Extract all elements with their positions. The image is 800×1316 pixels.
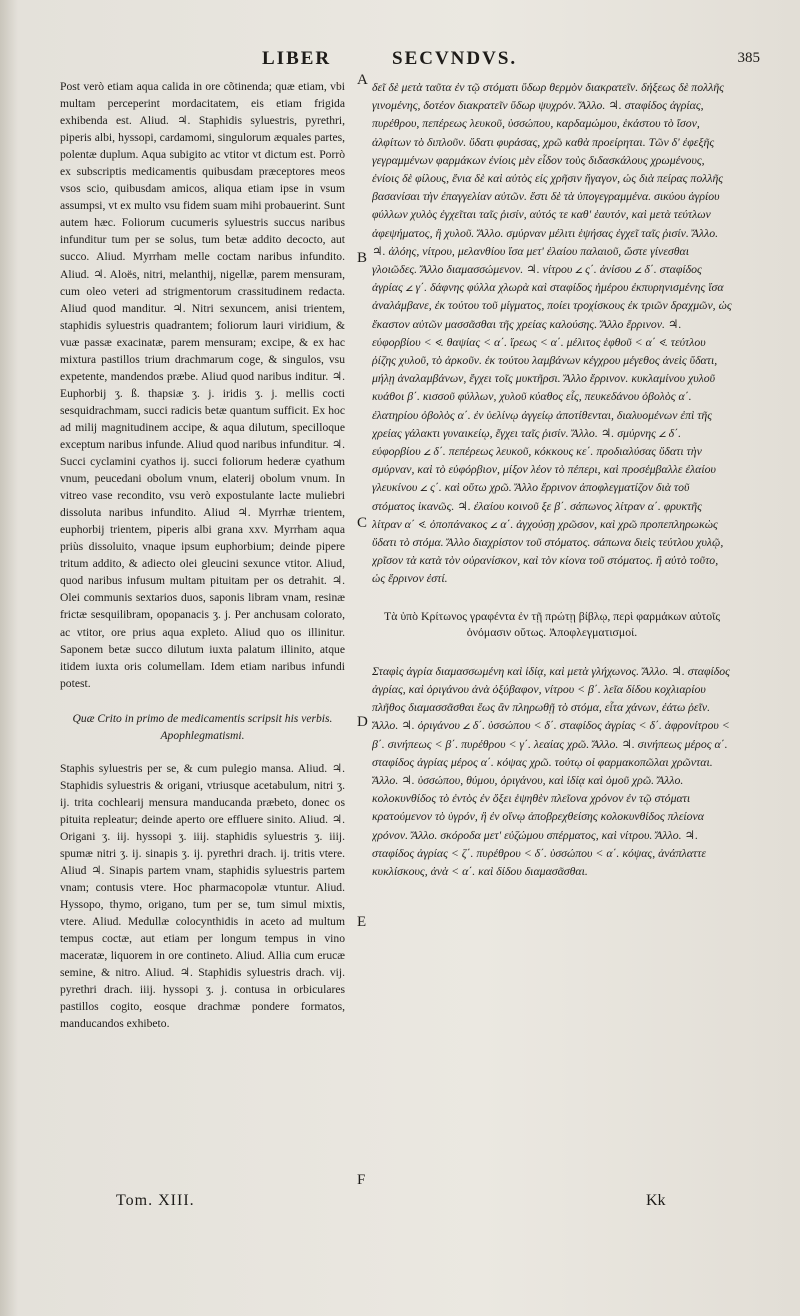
margin-letter-e: E — [357, 914, 367, 930]
greek-paragraph-1: δεῖ δὲ μετὰ ταῦτα ἐν τῷ στόματι ὕδωρ θερμὸν διακρατεῖν. δήξεως δὲ πολλῆς γινομένης, δοτέον διακρατεῖν ὕδωρ ψυχρόν. Ἄλλο. ♃. σταφίδος ἀγρίας, πυρέθρου, πεπέρεως λευκοῦ, ὑσσώπου, καρδαμώμου, ἑκάστου τὸ ἴσον, ἀλφίτων τὸ διπλοῦν. ὕδατι φυράσας, χρῶ καθὰ προείρηται. Τῶν δ' ἐφεξῆς γεγραμμένων φαρμάκων ἐνίοις μὲν εἶδον τοὺς διδασκάλους χρωμένους, ἐνίοις δὲ φίλους, ἔνια δὲ καὶ αὐτὸς εἰς χρῆσιν ἤγαγον, ὡς διὰ πείρας πολλῆς βασανίσαι τὴν ἐπαγγελίαν αὐτῶν. ἔστι δὲ τὰ ὑπογεγραμμένα. σικύου ἀγρίου φύλλων χυλὸς ἐγχεῖται ταῖς ῥισίν, αὐτός τε καθ' ἑαυτόν, καὶ μετὰ τεύτλων ἀφεψήματος, ἢ χυλοῦ. Ἄλλο. σμύρναν μέλιτι ἑψήσας ἐγχεῖ ταῖς ῥισίν. Ἄλλο. ♃. ἀλόης, νίτρου, μελανθίου ἴσα μετ' ἐλαίου παλαιοῦ, ὥστε γίνεσθαι γλοιῶδες. Ἄλλο διαμασσώμενον. ♃. νίτρου 𐅵 ς΄. ἀνίσου 𐅵 δ΄. σταφίδος ἀγρίας 𐅵 γ΄. δάφνης φύλλα χλωρὰ καὶ σταφίδος ἡμέρου ἐκπυρηνισμένης ἴσα ἀναλάμβανε, ἐκ τούτου τοῦ μίγματος, ποίει τροχίσκους ἐκ τριῶν δραχμῶν, ὡς ἕκαστον αὐτῶν μασσᾶσθαι τῆς χρείας καλούσης. Ἄλλο ἔρρινον. ♃. εὐφορβίου < 𐅻. θαψίας < α΄. ἴρεως < α΄. μέλιτος ἑφθοῦ < α΄ 𐅻. τεύτλου ῥίζης χυλοῦ, τὸ ἀρκοῦν. ἐκ τούτου λαμβάνων κέγχρου μέγεθος ἀνεὶς ὕδατι, μήλῃ ἀναλαμβάνων, ἔγχει τοῖς μυκτῆρσι. Ἄλλο ἔρρινον. κυκλαμίνου χυλοῦ κυάθοι β΄. κισσοῦ φύλλων, χυλοῦ κύαθος εἷς, πευκεδάνου ὀβολὸς α΄. ἐλατηρίου ὀβολὸς α΄. ἐν ὑελίνῳ ἀγγείῳ ἀποτίθενται, διαλυομένων ἐπὶ τῆς χρείας γάλακτι γυναικείῳ, ἔγχει ταῖς ῥισίν. Ἄλλο. ♃. σμύρνης 𐅵 δ΄. εὐφορβίου 𐅵 δ΄. πεπέρεως λευκοῦ, κόκκους κε΄. προδιαλύσας ὕδατι τὴν σμύρναν, καὶ τὸ εὐφόρβιον, μίξον λέον τὸ πέπερι, καὶ προσέμβαλλε ἐλαίου γλευκίνου 𐅵 ς΄. καὶ οὕτω χρῶ. Ἄλλο ἔρρινον ἀποφλεγματίζον διὰ τοῦ στόματος ἱκανῶς. ♃. ἐλαίου κοινοῦ ξε β΄. σάπωνος λίτραν α΄. φρυκτῆς λίτραν α΄ 𐅻. ὀποπάνακος 𐅵 α΄. ἀγχούσῃ χρῶσον, καὶ χρῶ προπεπληρωκὼς ὕδατι τὸ στόμα. Ἄλλο διαχρίστον τοῦ στόματος. σάπωνα διεὶς τεύτλου χυλῷ, χρῖσον τὰ κατὰ τὸν οὐρανίσκον, καὶ τὸν κίονα τοῦ στόματος. ἢ αὐτὸ τοῦτο, ὡς ἔρρινον ἐστί. — [372, 80, 732, 586]
greek-column — [372, 78, 732, 1198]
header-left-title: LIBER — [262, 48, 332, 69]
margin-letter-f: F — [357, 1172, 366, 1188]
latin-paragraph-2: Staphis syluestris per se, & cum pulegio mansa. Aliud. ♃. Staphidis syluestris & origani, vtriusque acetabulum, nitri ʒ. ij. trita cochlearij mensura manducanda præbeto, donec os pituita repleatur; deinde aperto ore effluere sinito. Aliud. ♃. Origani ʒ. iij. hyssopi ʒ. iiij. staphidis syluestris ʒ. iiij. spumæ nitri ʒ. ij. sinapis ʒ. ij. pyrethri drach. ij. tritis vtere. Aliud ♃. Sinapis partem vnam, staphidis syluestris partem vnam; contusis vtere. Hoc pharmacopolæ vtuntur. Aliud. Hyssopo, thymo, origano, tum per se, tum simul mixtis, vtere. Aliud. Medullæ colocynthidis in aceto ad multum tempus coctæ, aut etiam per longum tempus in vino maceratæ, liquorem in ore contineto. Aliud. Allia cum erucæ semine, & nitro. Aliud. ♃. Staphidis syluestris drach. vij. pyrethri drach. iiij. hyssopi ʒ. j. contusa in orbiculares pastillos cogito, eosque drachmæ pondere formatos, manducandos exhibeto. — [60, 761, 345, 1031]
margin-letter-d: D — [357, 714, 368, 730]
margin-letter-c: C — [357, 515, 368, 531]
greek-section-heading: Τὰ ὑπὸ Κρίτωνος γραφέντα ἐν τῇ πρώτῃ βίβλῳ, περὶ φαρμάκων αὐτοῖς ὀνόμασιν οὕτως. Ἀποφλεγματισμοί. — [384, 608, 720, 639]
header-right-title: SECVNDVS. — [392, 48, 518, 69]
margin-letter-a: A — [357, 72, 368, 88]
page-number: 385 — [737, 50, 760, 66]
running-header — [0, 42, 800, 72]
latin-paragraph-1: Post verò etiam aqua calida in ore cõtinenda; quæ etiam, vbi multam perceperint mordacitatem, eis etiam frigida exhibenda est. Aliud. ♃. Staphidis syluestris, pyrethri, piperis albi, hyssopi, cardamomi, singulorum æquales partes, polentæ duplum. Aqua subigito ac vtitor vt dictum est. Porrò ex subscriptis medicamentis quibusdam præceptores meos vsos scio, quibusdam amicos, aliqua etiam ipse in vsum assumpsi, vt ex multo vsu fidem suam mihi probauerint. Sunt autem hæc. Foliorum cucumeris syluestris succus naribus infunditur tum per se solus, tum betæ addito decocto, aut succo. Aliud. Myrrham melle coctam naribus infundito. Aliud. ♃. Aloës, nitri, melanthij, nigellæ, parem mensuram, cum oleo veteri ad strigmentorum crassitudinem redacta. Aliud quod manditur. ♃. Nitri sexuncem, anisi trientem, staphidis syluestris quadrantem; foliorum lauri viridium, & vuæ passæ exacinatæ, parem mensuram; excipe, & ex hac mixtura pastillos trium drachmarum coge, & singulos, vsu expetente, mandendos præbe. Aliud quod naribus inditur. ♃. Euphorbij ʒ. ß. thapsiæ ʒ. j. iridis ʒ. j. mellis cocti sesquidrachmam, succi radicis betæ quantum sufficit. Ex hoc ad milij magnitudinem accipe, & aqua dilutum, specilloque exceptum naribus infunde. Aliud quod naribus infunditur. ♃. Succi cyclamini cyathos ij. succi foliorum hederæ cyathum vnum, peucedani obolum vnum, elaterij obolum vnum. In vitreo vase recondito, vsu verò expostulante lacte muliebri dissoluta naribus infundito. Aliud ♃. Myrrhæ trientem, euphorbij trientem, piperis albi grana xxv. Myrrham aqua priùs dissoluito, vnaque ipsum euphorbium; deinde pipere tritum addito, & adiecto olei gleucini sexunce vtitor. Aliud, quod naribus infusum multam pituitam per os detrahit. ♃. Olei communis sextarios duos, saponis libram vnam, resinæ frictæ sesquilibram, opopanacis ʒ. j. Per anchusam colorato, ac vtitor, ore prius aqua expleto. Aliud quo os illinitur. Saponem betæ succo dilutum iuxta palatum illinito, atque itidem iuxta oris columellam. Idem etiam naribus infundi potest. — [60, 80, 345, 690]
greek-paragraph-2: Σταφὶς ἀγρία διαμασσωμένη καὶ ἰδίᾳ, καὶ μετὰ γλήχωνος. Ἄλλο. ♃. σταφίδος ἀγρίας, καὶ ὀριγάνου ἀνὰ ὀξύβαφον, νίτρου < β΄. λεῖα δίδου κοχλιαρίου πλῆθος διαμασσᾶσθαι ἕως ἂν πληρωθῇ τὸ στόμα, εἶτα χάνων, ἐάτω ῥεῖν. Ἄλλο. ♃. ὀριγάνου 𐅵 δ΄. ὑσσώπου < δ΄. σταφίδος ἀγρίας < δ΄. ἀφρονίτρου < β΄. σινήπεως < β΄. πυρέθρου < γ΄. λεαίας χρῶ. Ἄλλο. ♃. σινήπεως μέρος α΄. σταφίδος ἀγρίας μέρος α΄. κόψας χρῶ. τούτῳ οἱ φαρμακοπῶλαι χρῶνται. Ἄλλο. ♃. ὑσσώπου, θύμου, ὀριγάνου, καὶ ἰδίᾳ καὶ ὁμοῦ χρῶ. Ἄλλο. κολοκυνθίδος τὸ ἐντὸς ἐν ὄξει ἑψηθὲν πλεῖονα χρόνον ἐν τῷ στόματι κρατούμενον τὸ ὑγρόν, ἢ ἐν οἴνῳ ἀποβρεχθείσης κολοκυνθίδος πλείονα χρόνον. Ἄλλο. σκόροδα μετ' εὐζώμου σπέρματος, καὶ νίτρου. Ἄλλο. ♃. σταφίδος ἀγρίας < ζ΄. πυρέθρου < δ΄. ὑσσώπου < α΄. κόψας, ἀνάπλαττε κυκλίσκους, ἀνὰ < α΄. καὶ δίδου διαμασᾶσθαι. — [372, 663, 730, 878]
tome-label: Tom. XIII. — [116, 1192, 195, 1209]
signature-mark: Kk — [646, 1192, 666, 1209]
margin-letter-b: B — [357, 250, 368, 266]
latin-column — [60, 78, 345, 1182]
page-footer — [0, 1192, 800, 1232]
latin-section-heading: Quæ Crito in primo de medicamentis scripsit his verbis. Apophlegmatismi. — [72, 711, 333, 742]
